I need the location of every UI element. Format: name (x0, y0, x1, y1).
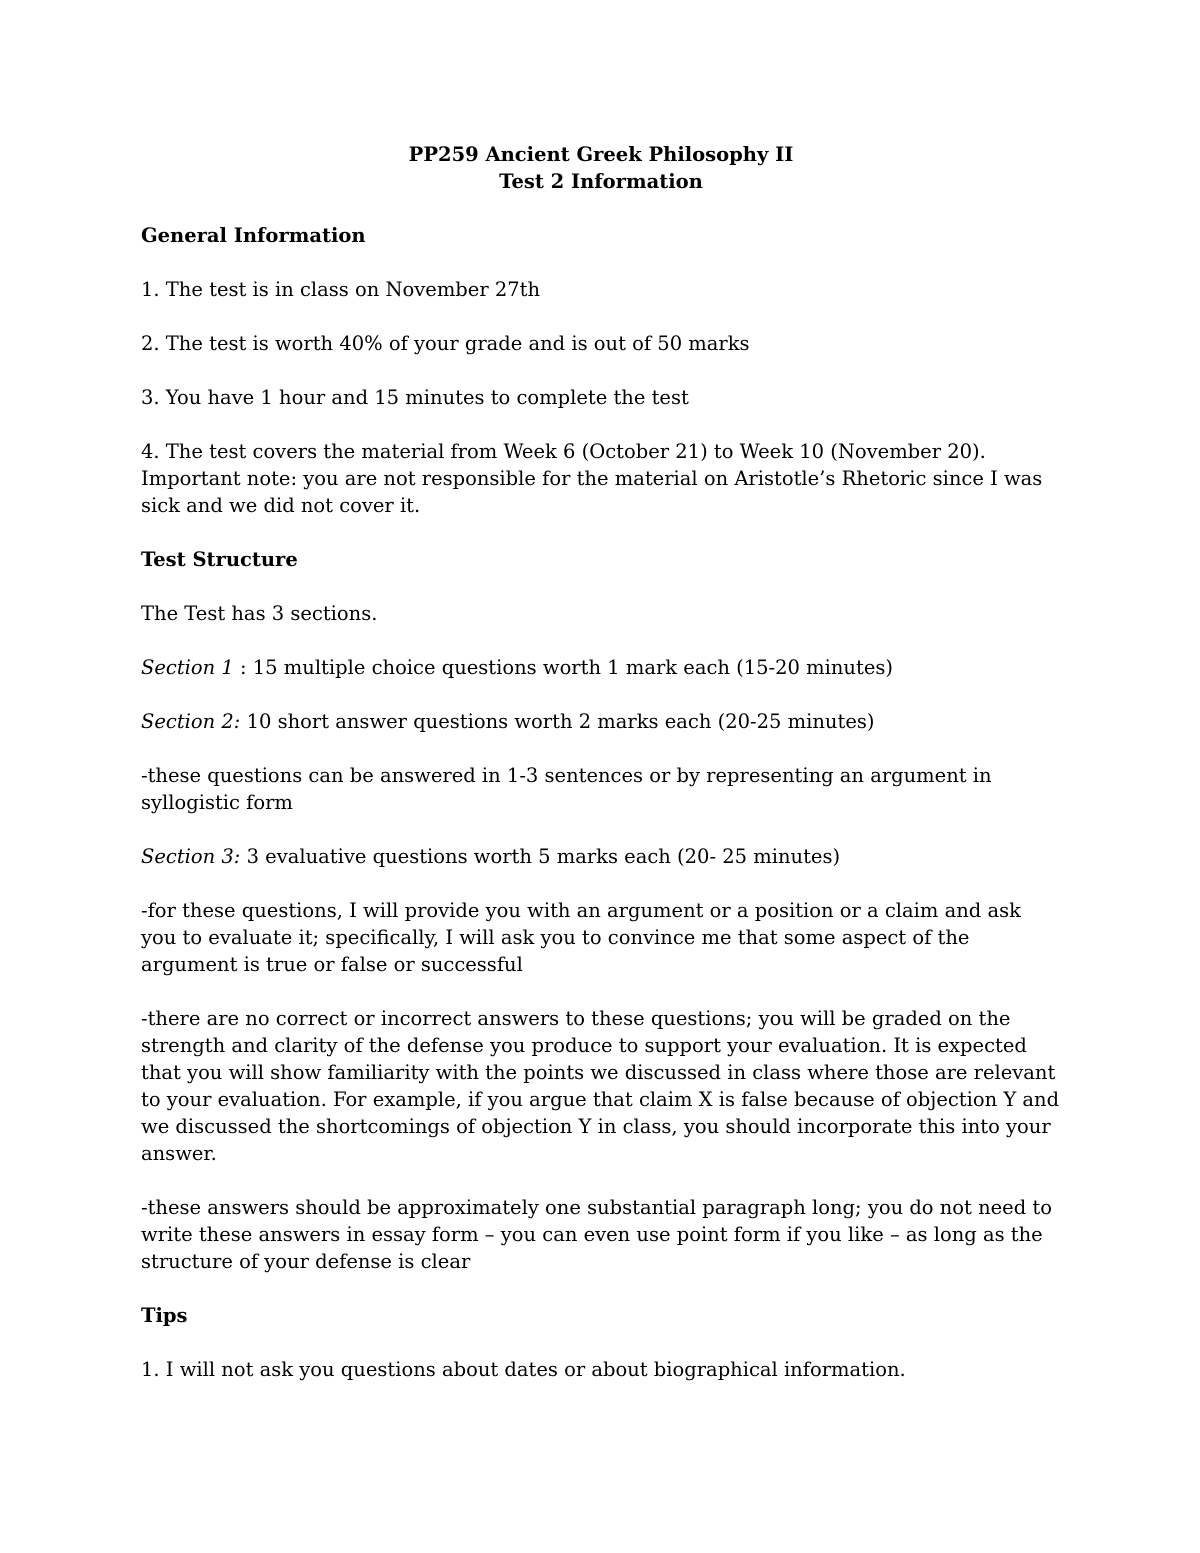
section-3-note-3: -these answers should be approximately one substantial paragraph long; you do not need to write these answers in essay form – you can even use point form if you like – as long as the structure of your defense is clear (141, 1196, 1052, 1273)
document-title (141, 141, 1061, 195)
general-item-3: 3. You have 1 hour and 15 minutes to complete the test (141, 386, 689, 409)
test-title: Test 2 Information (499, 170, 703, 193)
general-item-1: 1. The test is in class on November 27th (141, 278, 541, 301)
section-2-note: -these questions can be answered in 1-3 sentences or by representing an argument in syllogistic form (141, 764, 992, 814)
section-1-text: : 15 multiple choice questions worth 1 mark each (15-20 minutes) (233, 656, 893, 679)
section-2-text: 10 short answer questions worth 2 marks each (20-25 minutes) (240, 710, 875, 733)
tip-item-1: 1. I will not ask you questions about dates or about biographical information. (141, 1358, 906, 1381)
course-title: PP259 Ancient Greek Philosophy II (408, 143, 794, 166)
section-3-text: 3 evaluative questions worth 5 marks each (20- 25 minutes) (240, 845, 841, 868)
section-3-line (141, 843, 1061, 870)
section-1-line (141, 654, 1061, 681)
section-2-line (141, 708, 1061, 735)
section-3-note-2: -there are no correct or incorrect answers to these questions; you will be graded on the strength and clarity of the defense you produce to support your evaluation. It is expected that you will show familiarity with the points we discussed in class where those are relevant to your evaluation. For example, if you argue that claim X is false because of objection Y and we discussed the shortcomings of objection Y in class, you should incorporate this into your answer. (141, 1007, 1060, 1165)
general-information-heading: General Information (141, 224, 366, 247)
tips-heading: Tips (141, 1304, 188, 1327)
structure-intro: The Test has 3 sections. (141, 602, 378, 625)
section-1-label: Section 1 (141, 656, 234, 679)
section-3-label: Section 3: (141, 845, 241, 868)
section-3-note-1: -for these questions, I will provide you with an argument or a position or a claim and ask you to evaluate it; specifically, I will ask you to convince me that some aspect of the argument is true or false or successful (141, 899, 1021, 976)
general-item-2: 2. The test is worth 40% of your grade and is out of 50 marks (141, 332, 750, 355)
test-structure-heading: Test Structure (141, 548, 298, 571)
general-item-4: 4. The test covers the material from Week 6 (October 21) to Week 10 (November 20). Important note: you are not responsible for the material on Aristotle’s Rhetoric since I was sick and we did not cover it. (141, 440, 1043, 517)
section-2-label: Section 2: (141, 710, 241, 733)
document-page (141, 141, 1061, 1383)
